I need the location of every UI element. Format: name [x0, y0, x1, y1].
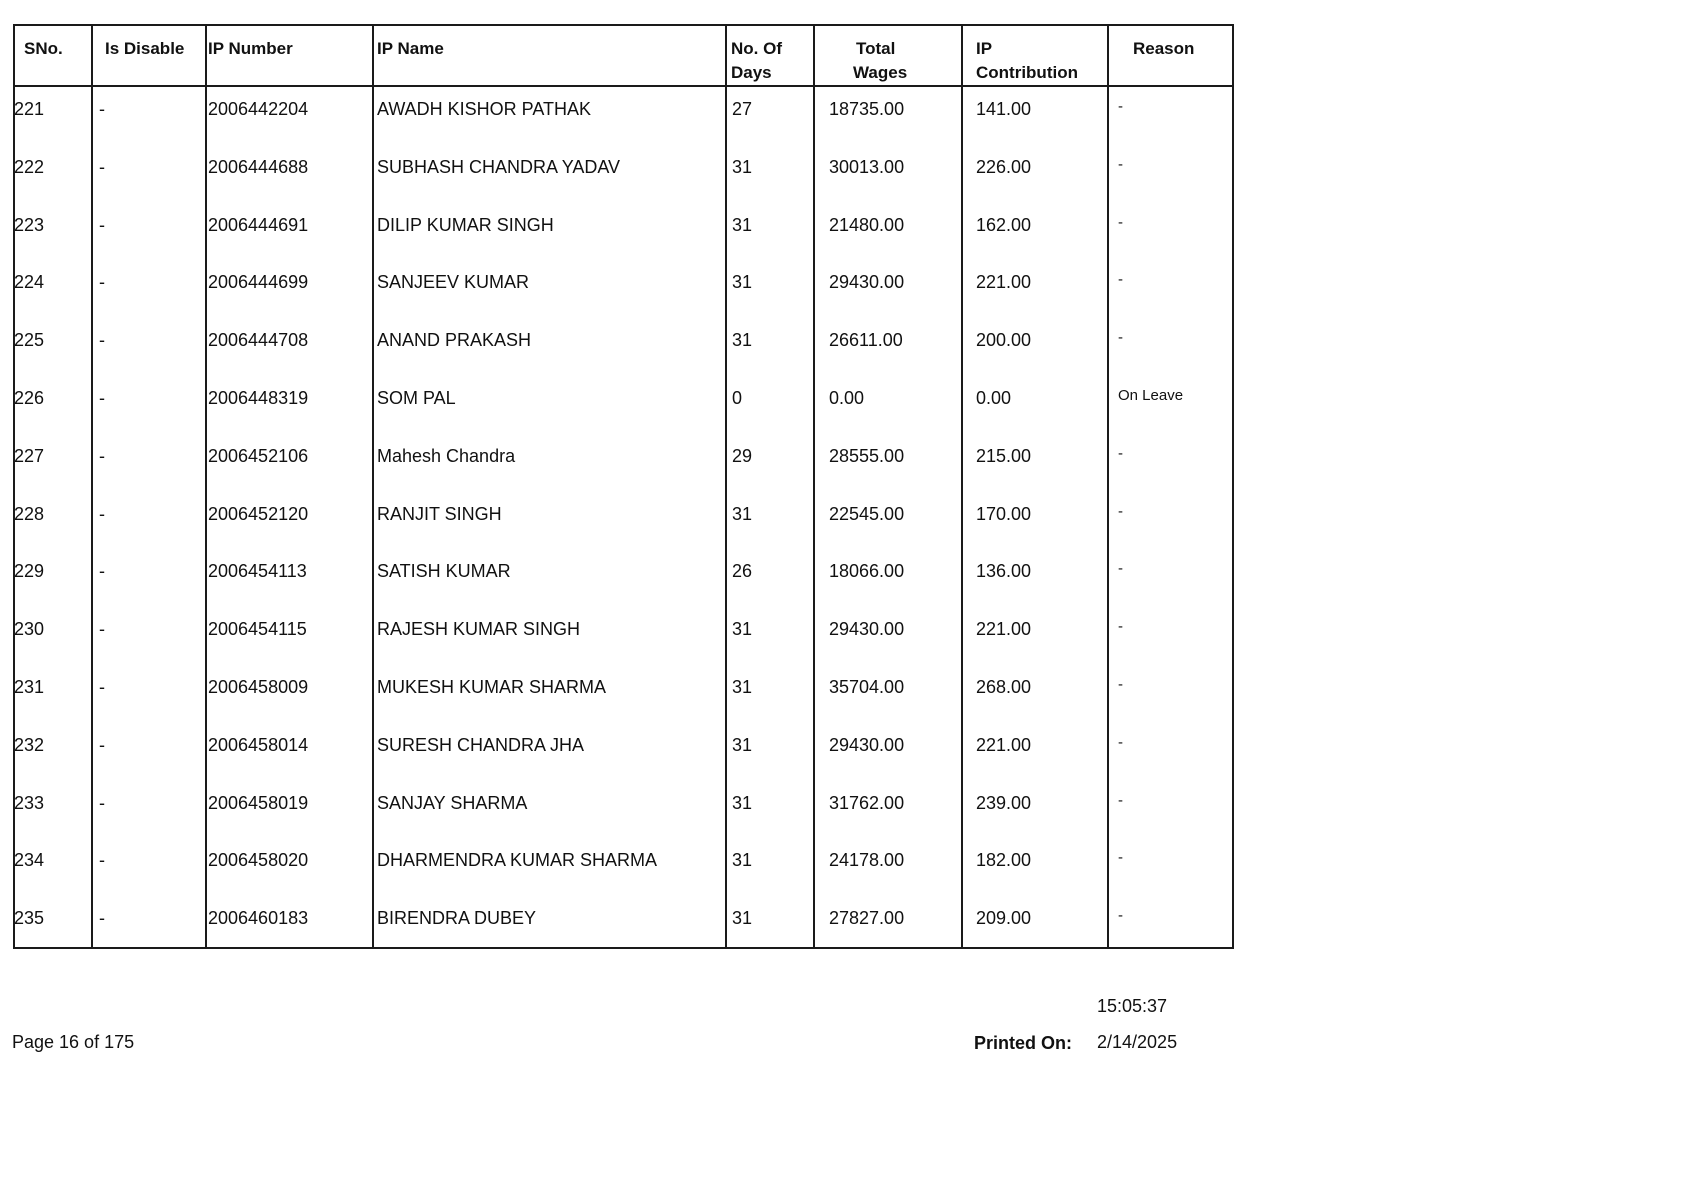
- cell-no-of-days: 29: [732, 445, 753, 466]
- cell-no-of-days: 26: [732, 561, 753, 582]
- cell-ip-contribution: 209.00: [976, 908, 1032, 929]
- cell-sno: 226: [14, 388, 45, 408]
- cell-is-disable: -: [99, 734, 105, 755]
- cell-ip-name: RANJIT SINGH: [377, 503, 502, 524]
- cell-sno: 223: [14, 214, 45, 235]
- cell-no-of-days: 31: [732, 156, 753, 177]
- cell-is-disable: -: [99, 445, 105, 466]
- cell-sno: 224: [14, 272, 45, 293]
- cell-total-wages: 27827.00: [829, 908, 905, 929]
- cell-is-disable: -: [99, 792, 105, 813]
- cell-is-disable: -: [99, 503, 105, 524]
- cell-reason: -: [1118, 849, 1123, 867]
- cell-ip-contribution: 170.00: [976, 503, 1032, 524]
- cell-ip-name: Mahesh Chandra: [377, 445, 516, 466]
- cell-reason: -: [1118, 733, 1123, 751]
- cell-total-wages: 18735.00: [829, 99, 905, 119]
- cell-total-wages: 0.00: [829, 388, 865, 408]
- cell-no-of-days: 31: [732, 850, 753, 871]
- cell-ip-name: SANJEEV KUMAR: [377, 272, 530, 293]
- cell-total-wages: 18066.00: [829, 561, 905, 582]
- column-divider: [91, 26, 93, 947]
- cell-ip-name: SURESH CHANDRA JHA: [377, 734, 585, 755]
- cell-reason: -: [1118, 618, 1123, 636]
- cell-ip-number: 2006442204: [208, 99, 309, 119]
- cell-reason: -: [1118, 907, 1123, 925]
- cell-is-disable: -: [99, 156, 105, 177]
- cell-total-wages: 35704.00: [829, 677, 905, 697]
- cell-ip-name: RAJESH KUMAR SINGH: [377, 619, 581, 640]
- cell-ip-contribution: 200.00: [976, 330, 1032, 351]
- cell-reason: -: [1118, 444, 1123, 462]
- cell-ip-contribution: 141.00: [976, 99, 1032, 119]
- cell-ip-name: SANJAY SHARMA: [377, 792, 528, 813]
- header-no-of-days: [731, 37, 782, 85]
- cell-sno: 230: [14, 619, 45, 640]
- header-reason: Reason: [1133, 39, 1195, 58]
- cell-ip-name: DILIP KUMAR SINGH: [377, 214, 554, 235]
- cell-is-disable: -: [99, 677, 105, 697]
- header-ip-contribution-line2: Contribution: [976, 63, 1078, 82]
- cell-no-of-days: 0: [732, 388, 743, 408]
- cell-sno: 233: [14, 792, 45, 813]
- cell-ip-contribution: 0.00: [976, 388, 1012, 408]
- cell-ip-name: MUKESH KUMAR SHARMA: [377, 677, 607, 697]
- cell-sno: 225: [14, 330, 45, 351]
- cell-sno: 232: [14, 734, 45, 755]
- header-ip-number: IP Number: [208, 39, 293, 58]
- cell-total-wages: 29430.00: [829, 272, 905, 293]
- cell-reason: -: [1118, 502, 1123, 520]
- cell-reason: -: [1118, 271, 1123, 289]
- cell-ip-name: SATISH KUMAR: [377, 561, 511, 582]
- cell-ip-contribution: 226.00: [976, 156, 1032, 177]
- cell-is-disable: -: [99, 330, 105, 351]
- cell-ip-contribution: 221.00: [976, 734, 1032, 755]
- cell-ip-contribution: 268.00: [976, 677, 1032, 697]
- cell-reason: -: [1118, 560, 1123, 578]
- column-divider: [1107, 26, 1109, 947]
- cell-reason: -: [1118, 213, 1123, 231]
- cell-is-disable: -: [99, 850, 105, 871]
- cell-sno: 227: [14, 445, 45, 466]
- cell-ip-contribution: 215.00: [976, 445, 1032, 466]
- cell-ip-number: 2006460183: [208, 908, 309, 929]
- cell-sno: 228: [14, 503, 45, 524]
- cell-sno: 221: [14, 99, 45, 119]
- cell-sno: 235: [14, 908, 45, 929]
- cell-total-wages: 29430.00: [829, 734, 905, 755]
- printed-time: 15:05:37: [1097, 996, 1168, 1016]
- cell-ip-contribution: 239.00: [976, 792, 1032, 813]
- printed-date: 2/14/2025: [1097, 1032, 1178, 1052]
- header-ip-name: IP Name: [377, 39, 444, 58]
- cell-is-disable: -: [99, 272, 105, 293]
- cell-ip-number: 2006458019: [208, 792, 309, 813]
- cell-sno: 234: [14, 850, 45, 871]
- cell-ip-number: 2006458009: [208, 677, 309, 697]
- cell-is-disable: -: [99, 388, 105, 408]
- cell-ip-number: 2006454113: [208, 561, 307, 582]
- header-total-wages: [853, 37, 907, 85]
- cell-ip-name: ANAND PRAKASH: [377, 330, 532, 351]
- cell-no-of-days: 31: [732, 503, 753, 524]
- cell-reason: -: [1118, 98, 1123, 115]
- cell-ip-contribution: 182.00: [976, 850, 1032, 871]
- cell-ip-number: 2006452106: [208, 445, 309, 466]
- cell-total-wages: 28555.00: [829, 445, 905, 466]
- cell-total-wages: 30013.00: [829, 156, 905, 177]
- cell-no-of-days: 31: [732, 677, 753, 697]
- cell-is-disable: -: [99, 619, 105, 640]
- cell-is-disable: -: [99, 908, 105, 929]
- cell-is-disable: -: [99, 214, 105, 235]
- cell-ip-contribution: 221.00: [976, 619, 1032, 640]
- cell-no-of-days: 31: [732, 272, 753, 293]
- cell-no-of-days: 31: [732, 214, 753, 235]
- cell-is-disable: -: [99, 561, 105, 582]
- cell-ip-contribution: 136.00: [976, 561, 1032, 582]
- cell-is-disable: -: [99, 99, 105, 119]
- cell-ip-number: 2006454115: [208, 619, 307, 640]
- header-is-disable: Is Disable: [105, 39, 185, 58]
- column-divider: [205, 26, 207, 947]
- header-no-of-days-line1: No. Of: [731, 39, 782, 58]
- cell-reason: -: [1118, 791, 1123, 809]
- cell-total-wages: 29430.00: [829, 619, 905, 640]
- cell-reason: -: [1118, 676, 1123, 693]
- column-divider: [725, 26, 727, 947]
- column-divider: [961, 26, 963, 947]
- printed-on-label: Printed On:: [974, 1033, 1072, 1053]
- cell-total-wages: 22545.00: [829, 503, 905, 524]
- column-divider: [813, 26, 815, 947]
- cell-ip-number: 2006444708: [208, 330, 309, 351]
- header-ip-contribution-line1: IP: [976, 39, 993, 58]
- cell-reason: -: [1118, 155, 1123, 173]
- cell-ip-contribution: 221.00: [976, 272, 1032, 293]
- cell-ip-number: 2006458014: [208, 734, 309, 755]
- cell-no-of-days: 31: [732, 619, 753, 640]
- header-total-wages-line2: Wages: [853, 63, 908, 82]
- cell-ip-number: 2006448319: [208, 388, 309, 408]
- cell-total-wages: 24178.00: [829, 850, 905, 871]
- cell-no-of-days: 31: [732, 908, 753, 929]
- cell-ip-name: BIRENDRA DUBEY: [377, 908, 537, 929]
- header-ip-contribution: [976, 37, 1078, 85]
- cell-total-wages: 26611.00: [829, 330, 903, 351]
- cell-no-of-days: 31: [732, 792, 753, 813]
- cell-no-of-days: 27: [732, 99, 753, 119]
- cell-total-wages: 31762.00: [829, 792, 905, 813]
- cell-sno: 229: [14, 561, 45, 582]
- header-sno: SNo.: [24, 39, 63, 58]
- cell-ip-number: 2006444688: [208, 156, 309, 177]
- cell-ip-number: 2006452120: [208, 503, 309, 524]
- column-divider: [372, 26, 374, 947]
- cell-ip-number: 2006444691: [208, 214, 309, 235]
- page-number: Page 16 of 175: [12, 1032, 135, 1052]
- cell-total-wages: 21480.00: [829, 214, 905, 235]
- cell-ip-name: DHARMENDRA KUMAR SHARMA: [377, 850, 658, 871]
- cell-ip-number: 2006458020: [208, 850, 309, 871]
- cell-reason: -: [1118, 329, 1123, 347]
- header-total-wages-line1: Total: [856, 39, 896, 58]
- cell-no-of-days: 31: [732, 734, 753, 755]
- cell-ip-name: SUBHASH CHANDRA YADAV: [377, 156, 621, 177]
- cell-sno: 231: [14, 677, 45, 697]
- cell-sno: 222: [14, 156, 45, 177]
- contribution-table: [13, 24, 1234, 949]
- cell-ip-name: SOM PAL: [377, 388, 456, 408]
- cell-no-of-days: 31: [732, 330, 753, 351]
- header-no-of-days-line2: Days: [731, 63, 772, 82]
- header-divider: [15, 85, 1234, 87]
- cell-ip-number: 2006444699: [208, 272, 309, 293]
- cell-reason: On Leave: [1118, 387, 1184, 404]
- cell-ip-contribution: 162.00: [976, 214, 1032, 235]
- cell-ip-name: AWADH KISHOR PATHAK: [377, 99, 592, 119]
